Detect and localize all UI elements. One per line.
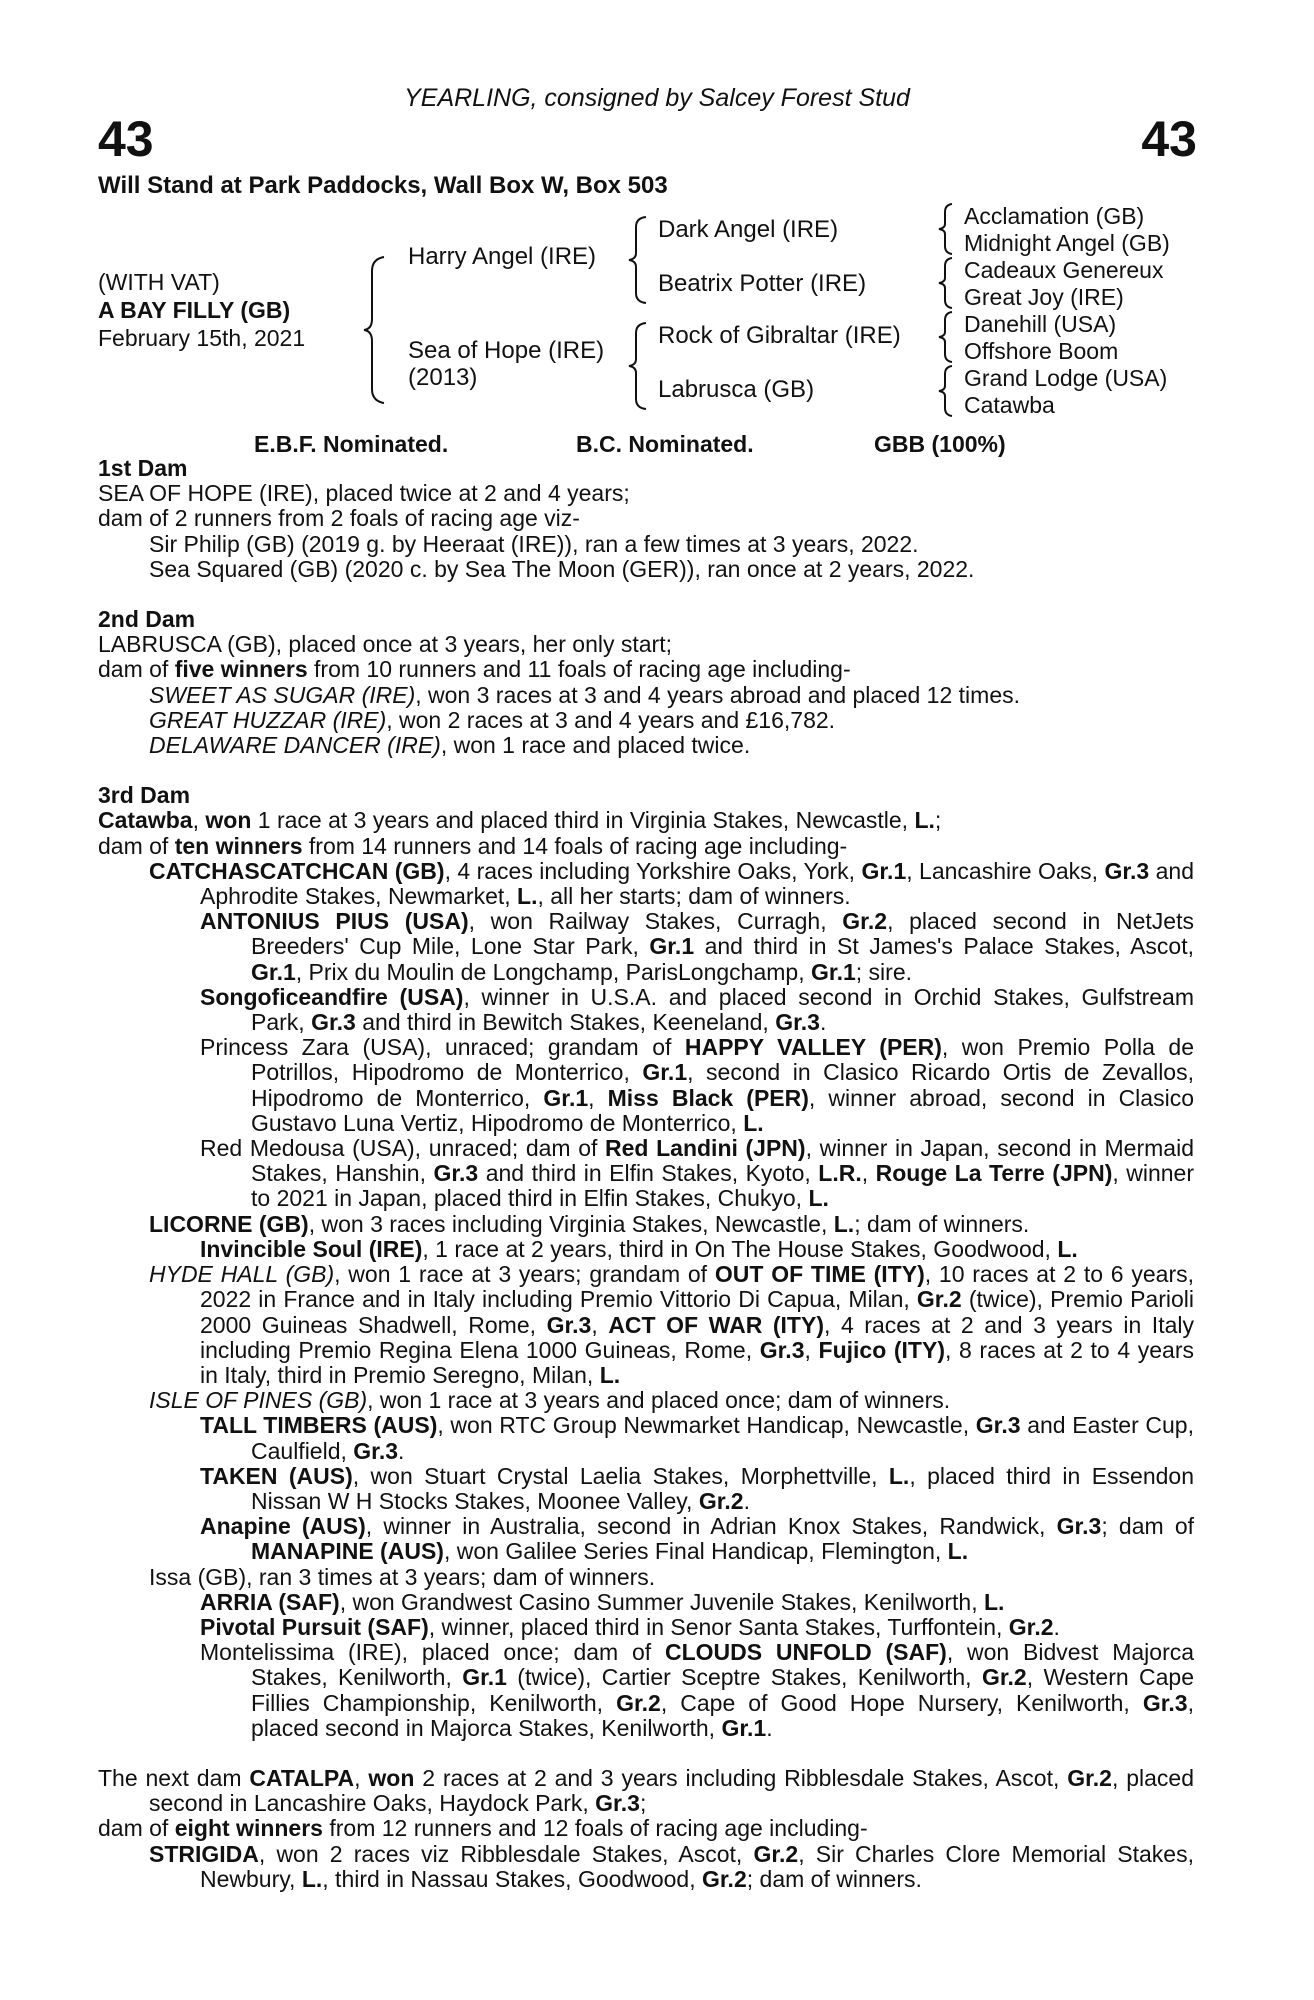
text-segment: 1 race at 3 years and placed third in Virginia Stakes, Newcastle, (251, 807, 915, 834)
text-segment: Fujico (ITY) (818, 1336, 945, 1363)
text-segment: , (192, 807, 206, 834)
text-segment: L. (1057, 1235, 1078, 1262)
text-segment: Gr.3 (759, 1336, 805, 1363)
text-segment: CATALPA (249, 1764, 355, 1791)
text-segment: ISLE OF PINES (GB) (149, 1387, 368, 1414)
text-segment: , 8 races at 2 to 4 years in Italy, third in Premio Seregno, Milan, (200, 1336, 1195, 1388)
text-segment: , (354, 1764, 369, 1791)
dam-year: (2013) (408, 364, 478, 391)
text-segment: , Western Cape Fillies Championship, Kenilworth, (251, 1664, 1194, 1716)
text-segment: , Cape of Good Hope Nursery, Kenilworth, (660, 1689, 1143, 1716)
catalogue-body (98, 456, 1194, 1892)
first-dam-line: SEA OF HOPE (IRE), placed twice at 2 and 4 years; (98, 480, 630, 507)
text-segment: , placed second in NetJets Breeders' Cup Mile, Lone Star Park, (251, 908, 1194, 960)
text-segment: Gr.1 (251, 958, 296, 985)
text-segment: L. (599, 1361, 621, 1388)
text-segment: ; dam of winners. (746, 1865, 922, 1892)
text-segment: MANAPINE (AUS) (251, 1538, 444, 1565)
gbb-status: GBB (100%) (874, 431, 1006, 457)
text-segment: . (766, 1714, 773, 1741)
great-grandparent: Acclamation (GB) (964, 203, 1145, 229)
third-dam-progeny (98, 1262, 1194, 1388)
great-grandparent: Great Joy (IRE) (964, 284, 1124, 310)
text-segment: eight winners (174, 1815, 323, 1842)
text-segment: Gr.1 (543, 1084, 589, 1111)
text-segment: . (819, 1009, 827, 1036)
text-segment: Gr.2 (701, 1865, 747, 1892)
text-segment: Red Medousa (USA), unraced; dam of (200, 1135, 606, 1162)
third-dam-descendant (98, 1640, 1194, 1741)
text-segment: SWEET AS SUGAR (IRE) (149, 681, 416, 708)
text-segment: , won RTC Group Newmarket Handicap, Newcastle, (437, 1412, 976, 1439)
text-segment: , won 1 race at 3 years; grandam of (334, 1261, 715, 1288)
great-grandparent: Catawba (964, 392, 1055, 418)
third-dam-descendant (98, 1237, 1194, 1262)
text-segment: , won 2 races at 3 and 4 years and £16,782. (386, 706, 836, 733)
text-segment: DELAWARE DANCER (IRE) (149, 732, 441, 759)
text-segment: L. (808, 1185, 829, 1212)
text-segment: Gr.1 (642, 1059, 688, 1086)
text-segment: ; sire. (855, 958, 912, 985)
text-segment: , winner to 2021 in Japan, placed third in Elfin Stakes, Chukyo, (251, 1160, 1195, 1212)
text-segment: , placed third in Essendon Nissan W H Stocks Stakes, Moonee Valley, (251, 1462, 1194, 1514)
text-segment: Gr.1 (861, 857, 907, 884)
text-segment: Gr.3 (595, 1790, 640, 1817)
third-dam-progeny (98, 1565, 1194, 1590)
text-segment: ; (934, 807, 942, 834)
text-segment: CLOUDS UNFOLD (SAF) (664, 1639, 947, 1666)
text-segment: from 12 runners and 12 foals of racing age including- (322, 1815, 868, 1842)
text-segment: , won Stuart Crystal Laelia Stakes, Morphettville, (352, 1462, 889, 1489)
text-segment: . (1053, 1613, 1060, 1640)
sire-dam: Beatrix Potter (IRE) (658, 270, 867, 297)
text-segment: and third in Elfin Stakes, Kyoto, (478, 1160, 819, 1187)
text-segment: and Aphrodite Stakes, Newmarket, (200, 857, 1194, 910)
stand-location: Will Stand at Park Paddocks, Wall Box W, Box 503 (98, 172, 668, 199)
text-segment: CATCHASCATCHCAN (GB) (149, 857, 445, 884)
text-segment: Miss Black (PER) (607, 1084, 809, 1111)
first-dam-progeny: Sea Squared (GB) (2020 c. by Sea The Moon (GER)), ran once at 2 years, 2022. (149, 555, 975, 582)
text-segment: The next dam (98, 1764, 250, 1791)
text-segment: Songoficeandfire (USA) (200, 983, 464, 1010)
text-segment: Gr.3 (975, 1412, 1021, 1439)
vat-note: (WITH VAT) (98, 269, 220, 295)
text-segment: , second in Clasico Ricardo Ortis de Zevallos, Hipodromo de Monterrico, (251, 1059, 1194, 1111)
bc-nomination: B.C. Nominated. (576, 431, 754, 457)
text-segment: Gr.2 (842, 908, 888, 935)
text-segment: Issa (GB), ran 3 times at 3 years; dam of winners. (149, 1563, 656, 1590)
text-segment: Gr.2 (616, 1689, 661, 1716)
lot-number-right: 43 (1141, 111, 1197, 167)
text-segment: TALL TIMBERS (AUS) (200, 1412, 438, 1439)
text-segment: L.R. (818, 1160, 862, 1187)
text-segment: , 1 race at 2 years, third in On The House Stakes, Goodwood, (422, 1235, 1058, 1262)
text-segment: , winner in Japan, second in Mermaid Stakes, Hanshin, (251, 1135, 1194, 1187)
text-segment: L. (743, 1109, 764, 1136)
next-dam-line (98, 1816, 1194, 1841)
text-segment: ; dam of winners. (854, 1210, 1030, 1237)
text-segment: , won Premio Polla de Potrillos, Hipodromo de Monterrico, (251, 1034, 1194, 1086)
text-segment: , Prix du Moulin de Longchamp, ParisLongchamp, (295, 958, 811, 985)
text-segment: Gr.1 (721, 1714, 767, 1741)
text-segment: TAKEN (AUS) (200, 1462, 353, 1489)
sire-sire: Dark Angel (IRE) (658, 216, 839, 243)
third-dam-line (98, 834, 1194, 859)
pedigree-bracket-main (362, 255, 392, 405)
text-segment: Gr.3 (775, 1009, 820, 1036)
pedigree-bracket-gg2 (936, 256, 958, 310)
text-segment: Gr.2 (981, 1664, 1027, 1691)
third-dam-descendant (98, 1514, 1194, 1564)
text-segment: L. (947, 1538, 969, 1565)
great-grandparent: Grand Lodge (USA) (964, 365, 1168, 391)
text-segment: Gr.1 (649, 933, 695, 960)
text-segment: Gr.3 (1142, 1689, 1188, 1716)
text-segment: (twice), Premio Parioli 2000 Guineas Shadwell, Rome, (200, 1286, 1195, 1338)
text-segment: ACT OF WAR (ITY) (608, 1311, 824, 1338)
second-dam-progeny (98, 683, 1194, 708)
text-segment: ten winners (174, 832, 303, 859)
text-segment: , won 3 races at 3 and 4 years abroad and placed 12 times. (415, 681, 1020, 708)
text-segment: dam of (98, 1815, 175, 1842)
text-segment: , (804, 1336, 819, 1363)
text-segment: Gr.2 (1008, 1613, 1054, 1640)
text-segment: , 10 races at 2 to 6 years, 2022 in France and in Italy including Premio Vittorio Di Capua, Milan, (200, 1261, 1194, 1313)
text-segment: Gr.2 (916, 1286, 962, 1313)
text-segment: Gr.2 (753, 1840, 799, 1867)
consignment-header: YEARLING, consigned by Salcey Forest Stud (404, 84, 910, 112)
text-segment: dam of (98, 656, 175, 683)
third-dam-progeny (98, 1388, 1194, 1413)
first-dam-heading: 1st Dam (98, 455, 188, 481)
text-segment: Gr.3 (1056, 1513, 1102, 1540)
next-dam-line (98, 1766, 1194, 1816)
text-segment: Gr.3 (1104, 857, 1150, 884)
pedigree-bracket-gg4 (936, 364, 958, 418)
text-segment: five winners (174, 656, 308, 683)
text-segment: and third in St James's Palace Stakes, Ascot, (694, 933, 1194, 960)
next-dam-progeny (98, 1842, 1194, 1892)
text-segment: ; (639, 1790, 647, 1817)
pedigree-bracket-gg3 (936, 310, 958, 364)
third-dam-heading: 3rd Dam (98, 782, 191, 809)
great-grandparent: Danehill (USA) (964, 311, 1117, 337)
text-segment: , won Galilee Series Final Handicap, Flemington, (443, 1538, 948, 1565)
text-segment: , won Bidvest Majorca Stakes, Kenilworth, (251, 1639, 1195, 1691)
lot-number-left: 43 (98, 111, 154, 167)
text-segment: , won 1 race and placed twice. (440, 732, 751, 759)
text-segment: and Easter Cup, Caulfield, (251, 1412, 1194, 1464)
second-dam-line: LABRUSCA (GB), placed once at 3 years, her only start; (98, 631, 672, 658)
text-segment: , won Railway Stakes, Curragh, (468, 908, 843, 935)
text-segment: L. (517, 883, 538, 910)
horse-identity (98, 268, 305, 352)
text-segment: HYDE HALL (GB) (149, 1261, 335, 1288)
text-segment: L. (888, 1462, 910, 1489)
third-dam-descendant (98, 1413, 1194, 1463)
second-dam-progeny (98, 733, 1194, 758)
text-segment: Pivotal Pursuit (SAF) (200, 1613, 429, 1640)
first-dam-progeny: Sir Philip (GB) (2019 g. by Heeraat (IRE)), ran a few times at 3 years, 2022. (149, 530, 919, 557)
text-segment: (twice), Cartier Sceptre Stakes, Kenilworth, (506, 1664, 982, 1691)
text-segment: GREAT HUZZAR (IRE) (149, 706, 387, 733)
text-segment: , winner abroad, second in Clasico Gustavo Luna Vertiz, Hipodromo de Monterrico, (251, 1084, 1194, 1136)
text-segment: won (205, 807, 252, 834)
text-segment: Red Landini (JPN) (605, 1135, 806, 1162)
great-grandparent: Midnight Angel (GB) (964, 230, 1170, 256)
text-segment: Rouge La Terre (JPN) (875, 1160, 1113, 1187)
text-segment: Gr.1 (811, 958, 856, 985)
text-segment: , won Grandwest Casino Summer Juvenile Stakes, Kenilworth, (339, 1588, 984, 1615)
text-segment: L. (914, 807, 935, 834)
text-segment: Gr.3 (353, 1437, 399, 1464)
text-segment: , placed second in Lancashire Oaks, Haydock Park, (149, 1764, 1194, 1817)
text-segment: Gr.2 (698, 1487, 744, 1514)
text-segment: dam of (98, 832, 175, 859)
text-segment: Gr.2 (1067, 1764, 1112, 1791)
text-segment: , 4 races at 2 and 3 years in Italy including Premio Regina Elena 1000 Guineas, Rome, (200, 1311, 1194, 1363)
third-dam-line (98, 808, 1194, 833)
text-segment: ANTONIUS PIUS (USA) (200, 908, 469, 935)
third-dam-descendant (98, 1136, 1194, 1212)
text-segment: , (591, 1311, 609, 1338)
text-segment: Gr.3 (546, 1311, 592, 1338)
text-segment: STRIGIDA (149, 1840, 259, 1867)
text-segment: won (368, 1764, 415, 1791)
pedigree-bracket-gg1 (936, 202, 958, 256)
text-segment: from 14 runners and 14 foals of racing age including- (302, 832, 848, 859)
text-segment: L. (301, 1865, 323, 1892)
dam-sire: Rock of Gibraltar (IRE) (658, 322, 901, 349)
text-segment: , third in Nassau Stakes, Goodwood, (322, 1865, 702, 1892)
third-dam-descendant (98, 1464, 1194, 1514)
great-grandparent: Offshore Boom (964, 338, 1119, 364)
horse-name: A BAY FILLY (GB) (98, 297, 291, 323)
text-segment: , winner in U.S.A. and placed second in Orchid Stakes, Gulfstream Park, (251, 983, 1195, 1036)
text-segment: . (743, 1487, 750, 1514)
third-dam-descendant (98, 985, 1194, 1035)
first-dam-line: dam of 2 runners from 2 foals of racing age viz- (98, 505, 580, 532)
great-grandparent: Cadeaux Genereux (964, 257, 1164, 283)
third-dam-descendant (98, 1590, 1194, 1615)
third-dam-progeny (98, 1212, 1194, 1237)
text-segment: Catawba (98, 807, 193, 834)
text-segment: Invincible Soul (IRE) (200, 1235, 423, 1262)
dam-name: Sea of Hope (IRE) (408, 337, 605, 364)
text-segment: HAPPY VALLEY (PER) (684, 1034, 942, 1061)
third-dam-descendant (98, 909, 1194, 985)
text-segment: OUT OF TIME (ITY) (714, 1261, 925, 1288)
third-dam-descendant (98, 1035, 1194, 1136)
text-segment: L. (833, 1210, 855, 1237)
text-segment: Anapine (AUS) (200, 1513, 366, 1540)
text-segment: Princess Zara (USA), unraced; grandam of (200, 1034, 685, 1061)
text-segment: Gr.3 (433, 1160, 479, 1187)
second-dam-line (98, 657, 1194, 682)
text-segment: , all her starts; dam of winners. (537, 883, 851, 910)
third-dam-progeny (98, 859, 1194, 909)
pedigree-bracket-dam (626, 321, 654, 411)
text-segment: , Lancashire Oaks, (906, 857, 1105, 884)
second-dam-progeny (98, 708, 1194, 733)
text-segment: , winner in Australia, second in Adrian Knox Stakes, Randwick, (365, 1513, 1057, 1540)
text-segment: , winner, placed third in Senor Santa Stakes, Turffontein, (428, 1613, 1009, 1640)
text-segment: 2 races at 2 and 3 years including Ribblesdale Stakes, Ascot, (414, 1764, 1068, 1791)
text-segment: ARRIA (SAF) (200, 1588, 340, 1615)
text-segment: LICORNE (GB) (149, 1210, 309, 1237)
text-segment: L. (983, 1588, 1005, 1615)
text-segment: ; dam of (1101, 1513, 1195, 1540)
foaling-date: February 15th, 2021 (98, 325, 306, 351)
text-segment: , (588, 1084, 608, 1111)
text-segment: and third in Bewitch Stakes, Keeneland, (355, 1009, 776, 1036)
ebf-nomination: E.B.F. Nominated. (254, 431, 449, 457)
text-segment: , placed second in Majorca Stakes, Kenilworth, (251, 1689, 1194, 1741)
text-segment: , 4 races including Yorkshire Oaks, York, (444, 857, 862, 884)
text-segment: Montelissima (IRE), placed once; dam of (200, 1639, 665, 1666)
text-segment: , (861, 1160, 876, 1187)
text-segment: . (398, 1437, 405, 1464)
text-segment: Gr.1 (462, 1664, 507, 1691)
dam-dam: Labrusca (GB) (658, 376, 815, 403)
text-segment: from 10 runners and 11 foals of racing age including- (307, 656, 851, 683)
text-segment: , won 2 races viz Ribblesdale Stakes, Ascot, (258, 1840, 754, 1867)
second-dam-heading: 2nd Dam (98, 606, 196, 633)
pedigree-bracket-sire (626, 215, 654, 305)
text-segment: , won 1 race at 3 years and placed once; dam of winners. (367, 1387, 951, 1414)
text-segment: , Sir Charles Clore Memorial Stakes, Newbury, (200, 1840, 1194, 1892)
sire-name: Harry Angel (IRE) (408, 243, 597, 270)
text-segment: , won 3 races including Virginia Stakes, Newcastle, (308, 1210, 834, 1237)
third-dam-descendant (98, 1615, 1194, 1640)
text-segment: Gr.3 (311, 1009, 356, 1036)
